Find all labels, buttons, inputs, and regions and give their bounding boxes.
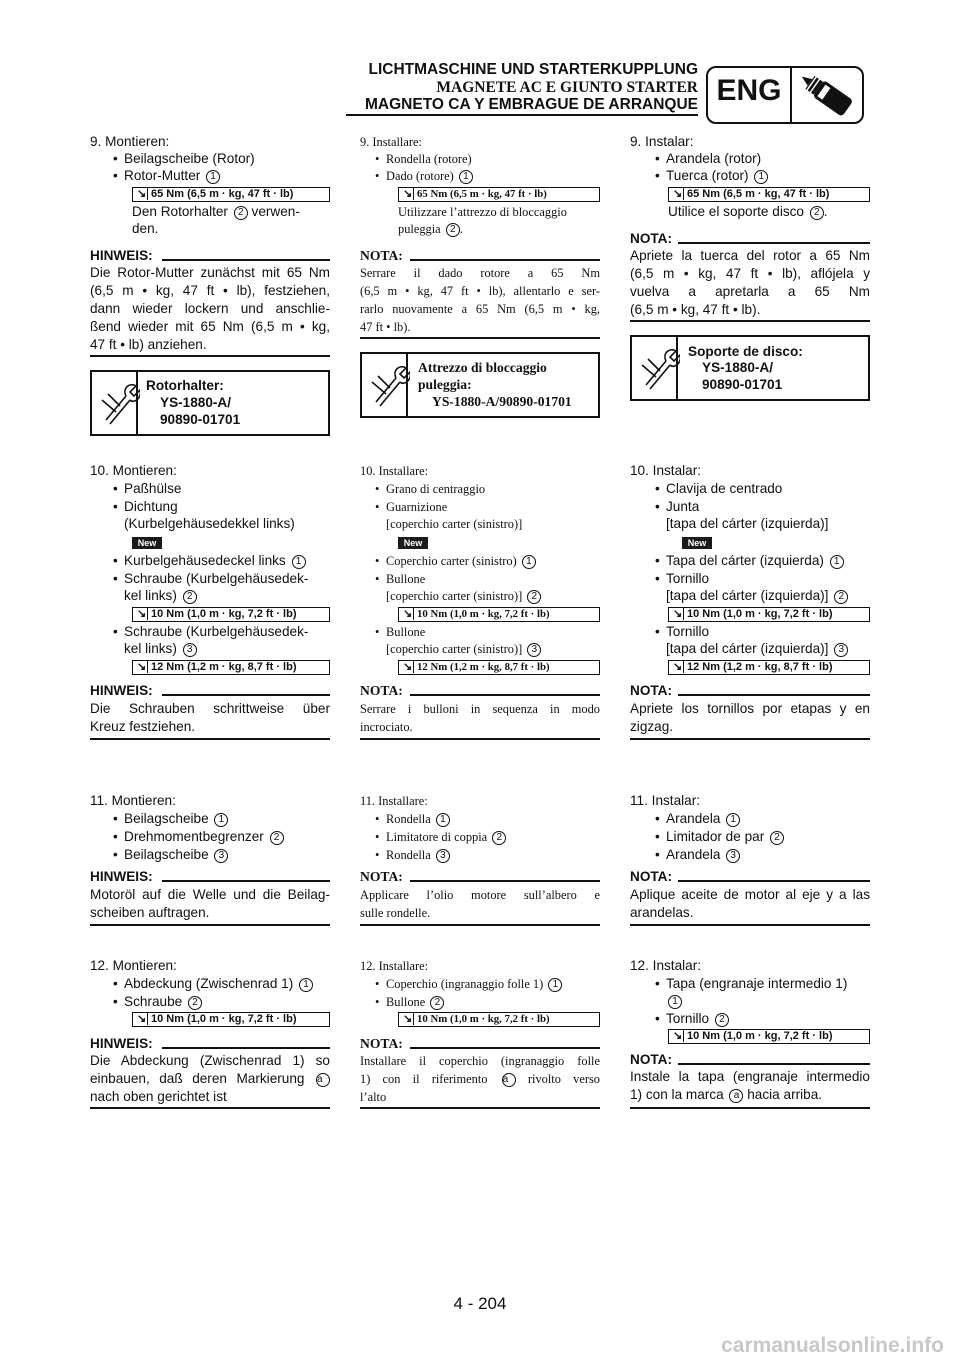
note-text: Apriete los tornillos por etapas y en zigzag. [630,701,870,734]
list-item: • Arandela (rotor) [666,151,761,167]
list-item: • Bullone [386,624,425,640]
section-end-rule [630,924,870,926]
note-rule [410,259,600,261]
note-rule [410,880,600,882]
list-item-cont: [tapa del cárter (izquierda)] 2 [666,588,848,604]
note-text: Die Rotor-Mutter zunächst mit 65 Nm (6,5 m • kg, 47 ft • lb), festziehen, dann wieder lockern und anschlie- ßend wieder mit 65 Nm (6,5 m • kg, 47 ft • lb) anziehen. [90,265,330,352]
torque-spec: ↘ 10 Nm (1,0 m · kg, 7,2 ft · lb) [398,1012,600,1027]
torque-wrench-icon: ↘ [403,608,413,620]
note-text: Die Abdeckung (Zwischenrad 1) so einbauen, daß deren Markierung a nach oben gerichtet ist [90,1053,330,1104]
section-title-es: MAGNETO CA Y EMBRAGUE DE ARRANQUE [365,96,698,113]
new-part-badge: New [682,537,712,549]
list-item: • Beilagscheibe 1 [124,811,228,827]
list-item: • Coperchio carter (sinistro) 1 [386,553,536,569]
list-item: • Schraube 2 [124,994,202,1010]
list-item: • Rotor-Mutter 1 [124,168,220,184]
note-label: NOTA: [360,248,403,263]
list-item: • Junta [666,499,699,515]
list-item-cont: [coperchio carter (sinistro)] 2 [386,588,541,604]
list-item: • Schraube (Kurbelgehäusedek- [124,624,308,640]
note-text: Serrare i bulloni in sequenza in modo incrociato. [360,702,600,734]
tool-name: Attrezzo di bloccaggio [418,360,547,375]
section-end-rule [90,924,330,926]
new-part-badge: New [398,537,428,549]
list-item: • Rondella 3 [386,847,450,863]
section-end-rule [360,337,600,339]
list-item-cont: [coperchio carter (sinistro)] [386,517,523,531]
torque-wrench-icon: ↘ [673,608,683,620]
note-rule [162,259,330,261]
note-text: Die Schrauben schrittweise über Kreuz festziehen. [90,701,330,734]
note-label: HINWEIS: [90,869,153,884]
torque-spec: ↘ 10 Nm (1,0 m · kg, 7,2 ft · lb) [132,607,330,622]
list-item: • Tornillo [666,571,709,587]
note-label: NOTA: [630,1052,673,1067]
torque-wrench-icon: ↘ [673,661,683,673]
torque-spec: ↘ 65 Nm (6,5 m · kg, 47 ft · lb) [398,187,600,202]
instruction-text: den. [132,221,159,236]
callout-number: 1 [206,170,220,184]
torque-spec: ↘ 65 Nm (6,5 m · kg, 47 ft · lb) [132,187,330,202]
torque-spec: ↘ 10 Nm (1,0 m · kg, 7,2 ft · lb) [132,1012,330,1027]
note-text: Installare il coperchio (ingranaggio folle 1) con il riferimento a rivolto verso l’alto [360,1054,600,1104]
section-end-rule [90,738,330,740]
torque-wrench-icon: ↘ [403,1013,413,1025]
list-item-cont: [coperchio carter (sinistro)] 3 [386,641,541,657]
section-end-rule [90,355,330,357]
note-rule [678,880,870,882]
note-label: NOTA: [630,869,673,884]
tool-number: YS-1880-A/ [160,395,232,410]
instruction-text: Utilice el soporte disco 2 . [668,204,828,219]
list-item: • Kurbelgehäusedeckel links 1 [124,553,306,569]
note-label: HINWEIS: [90,1036,153,1051]
step-11-heading: 11. Instalar: [630,793,701,808]
step-9-heading: 9. Instalar: [630,134,694,149]
note-rule [678,694,870,696]
list-item: • Tapa (engranaje intermedio 1) [666,976,847,992]
special-tool-box [630,335,870,401]
list-item: • Schraube (Kurbelgehäusedek- [124,571,308,587]
tool-number: 90890-01701 [160,412,241,427]
torque-wrench-icon: ↘ [137,661,147,673]
note-text: Instale la tapa (engranaje intermedio 1) con la marca a hacia arriba. [630,1069,870,1102]
section-title-it: MAGNETE AC E GIUNTO STARTER [436,79,698,96]
note-label: NOTA: [630,231,673,246]
list-item-cont: [tapa del cárter (izquierda)] [666,516,829,531]
list-item: • Guarnizione [386,499,447,515]
step-12-heading: 12. Instalar: [630,958,702,973]
special-tool-box [360,352,600,418]
note-label: NOTA: [360,1036,403,1051]
section-end-rule [360,924,600,926]
list-item-cont: kel links) 2 [124,588,197,604]
tool-name: puleggia: [418,377,472,392]
list-item: • Tornillo [666,624,709,640]
section-end-rule [360,1107,600,1109]
note-label: NOTA: [630,683,673,698]
list-item: • Paßhülse [124,481,181,497]
torque-spec: ↘ 10 Nm (1,0 m · kg, 7,2 ft · lb) [668,1029,870,1044]
note-text: Serrare il dado rotore a 65 Nm (6,5 m • kg, 47 ft • lb), allentarlo e ser- rarlo nuovamente a 65 Nm (6,5 m • kg, 47 ft • lb). [360,266,600,334]
step-11-heading: 11. Installare: [360,794,428,808]
torque-wrench-icon: ↘ [673,188,683,200]
torque-spec: ↘ 10 Nm (1,0 m · kg, 7,2 ft · lb) [668,607,870,622]
note-rule [162,694,330,696]
note-rule [678,242,870,244]
instruction-text: puleggia 2 . [398,222,463,236]
list-item: • Clavija de centrado [666,481,782,497]
list-item: • Bullone 2 [386,994,444,1010]
torque-wrench-icon: ↘ [403,188,413,200]
special-tool-icon [370,364,410,408]
torque-spec: ↘ 65 Nm (6,5 m · kg, 47 ft · lb) [668,187,870,202]
torque-wrench-icon: ↘ [673,1030,683,1042]
torque-wrench-icon: ↘ [137,1013,147,1025]
torque-spec: ↘ 12 Nm (1,2 m · kg, 8,7 ft · lb) [132,660,330,675]
list-item: • Dichtung [124,499,178,515]
list-item: • Coperchio (ingranaggio folle 1) 1 [386,976,562,992]
section-title-de: LICHTMASCHINE UND STARTERKUPPLUNG [368,61,698,78]
list-item: • Rondella 1 [386,811,450,827]
list-item: • Bullone [386,571,425,587]
list-item-cont: kel links) 3 [124,641,197,657]
instruction-text: Utilizzare l’attrezzo di bloccaggio [398,205,567,219]
note-text: Aplique aceite de motor al eje y a las arandelas. [630,887,870,920]
section-end-rule [630,1107,870,1109]
badge-divider [790,68,792,122]
list-item: • Tapa del cárter (izquierda) 1 [666,553,844,569]
tool-number: 90890-01701 [702,377,783,392]
note-label: HINWEIS: [90,248,153,263]
note-text: Apriete la tuerca del rotor a 65 Nm (6,5 m • kg, 47 ft • lb), aflójela y vuelva a apretarla a 65 Nm (6,5 m • kg, 47 ft • lb). [630,248,870,317]
list-item: • Rondella (rotore) [386,151,472,167]
note-rule [162,1047,330,1049]
list-item: • Arandela 3 [666,847,740,863]
list-item: • Arandela 1 [666,811,740,827]
list-item-cont: [tapa del cárter (izquierda)] 3 [666,641,848,657]
section-end-rule [630,320,870,322]
step-12-heading: 12. Installare: [360,959,429,973]
tool-number: YS-1880-A/90890-01701 [432,394,572,409]
tool-name: Rotorhalter: [146,378,224,393]
engine-starter-icon [794,69,862,121]
list-item: • Limitador de par 2 [666,829,784,845]
step-9-heading: 9. Montieren: [90,134,170,149]
language-badge-label: ENG [716,74,782,107]
note-label: HINWEIS: [90,683,153,698]
list-item: • Tornillo 2 [666,1011,729,1027]
note-label: NOTA: [360,869,403,884]
special-tool-icon [640,347,680,391]
step-9-heading: 9. Installare: [360,135,422,149]
note-label: NOTA: [360,683,403,698]
note-rule [410,1047,600,1049]
note-text: Applicare l’olio motore sull’albero e sulle rondelle. [360,888,600,920]
list-item: • Beilagscheibe 3 [124,847,228,863]
list-item-cont: (Kurbelgehäusedekkel links) [124,516,295,531]
note-rule [410,694,600,696]
tool-number: YS-1880-A/ [702,360,774,375]
instruction-text: Den Rotorhalter 2 verwen- [132,204,300,219]
section-end-rule [90,1107,330,1109]
list-item-cont: 1 [666,993,682,1009]
step-10-heading: 10. Instalar: [630,463,702,478]
list-item: • Dado (rotore) 1 [386,168,473,184]
torque-spec: ↘ 12 Nm (1,2 m · kg, 8,7 ft · lb) [668,660,870,675]
list-item: • Beilagscheibe (Rotor) [124,151,255,167]
note-rule [678,1063,870,1065]
torque-wrench-icon: ↘ [137,608,147,620]
step-12-heading: 12. Montieren: [90,958,177,973]
list-item: • Grano di centraggio [386,481,485,497]
step-10-heading: 10. Installare: [360,464,429,478]
step-11-heading: 11. Montieren: [90,793,176,808]
language-badge [706,66,864,124]
section-end-rule [360,738,600,740]
section-end-rule [630,738,870,740]
list-item: • Tuerca (rotor) 1 [666,168,768,184]
watermark: carmanualsonline.info [721,1334,944,1357]
new-part-badge: New [132,537,162,549]
torque-spec: ↘ 12 Nm (1,2 m · kg, 8,7 ft · lb) [398,660,600,675]
special-tool-box [90,370,330,436]
note-rule [162,880,330,882]
list-item: • Drehmomentbegrenzer 2 [124,829,284,845]
step-10-heading: 10. Montieren: [90,463,177,478]
note-text: Motoröl auf die Welle und die Beilag- scheiben auftragen. [90,887,330,920]
special-tool-icon [100,382,140,426]
torque-spec: ↘ 10 Nm (1,0 m · kg, 7,2 ft · lb) [398,607,600,622]
page-number: 4 - 204 [453,1294,507,1313]
tool-name: Soporte de disco: [688,344,803,359]
list-item: • Abdeckung (Zwischenrad 1) 1 [124,976,313,992]
list-item: • Limitatore di coppia 2 [386,829,506,845]
header-rule [346,114,698,116]
torque-wrench-icon: ↘ [137,188,147,200]
torque-wrench-icon: ↘ [403,661,413,673]
